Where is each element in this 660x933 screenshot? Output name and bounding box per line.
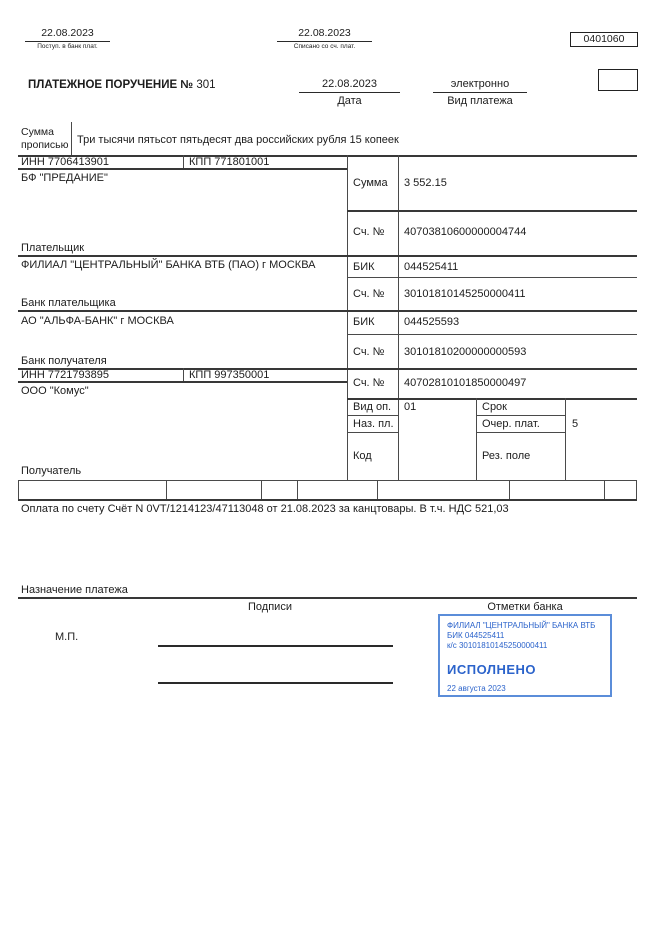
table-line: [18, 381, 347, 383]
payer-bank-account: 30101810145250000411: [404, 288, 526, 300]
table-line: [18, 155, 637, 157]
doc-date-label: Дата: [337, 95, 362, 107]
purpose-code-label: Наз. пл.: [353, 418, 394, 430]
doc-title-row: [28, 79, 216, 91]
payer-inn: ИНН 7706413901: [21, 156, 110, 168]
payee-label: Получатель: [21, 465, 82, 477]
date-received-block: [25, 27, 110, 50]
table-line: [476, 432, 565, 433]
table-line: [18, 597, 637, 599]
table-line: [18, 480, 19, 499]
payee-name: ООО "Комус": [21, 385, 89, 397]
date-debited-label: Списано со сч. плат.: [293, 43, 356, 50]
table-line: [347, 398, 637, 400]
table-line: [347, 415, 399, 416]
amount-words-value: Три тысячи пятьсот пятьдесят два российских рубля 15 копеек: [77, 134, 399, 146]
payer-kpp: КПП 771801001: [189, 156, 270, 168]
op-type-label: Вид оп.: [353, 401, 392, 413]
table-line: [18, 168, 347, 170]
date-received: 22.08.2023: [25, 27, 110, 42]
stamp-bank-name: ФИЛИАЛ "ЦЕНТРАЛЬНЫЙ" БАНКА ВТБ: [447, 621, 596, 630]
payee-bank-label: Банк получателя: [21, 355, 107, 367]
priority-label: Очер. плат.: [482, 418, 540, 430]
priority-value: 5: [572, 418, 579, 430]
purpose-label: Назначение платежа: [21, 584, 128, 596]
form-code: 0401060: [583, 33, 625, 45]
stamp-date: 22 августа 2023: [447, 684, 506, 693]
payer-bank-name: ФИЛИАЛ "ЦЕНТРАЛЬНЫЙ" БАНКА ВТБ (ПАО) г МОСКВА: [21, 259, 316, 271]
amount-value: 3 552.15: [404, 177, 447, 189]
status-code-box: [598, 69, 638, 91]
payee-bank-account-label: Сч. №: [353, 346, 385, 358]
payee-bank-account: 30101810200000000593: [404, 346, 527, 358]
purpose-text: Оплата по счету Счёт N 0VT/1214123/47113048 от 21.08.2023 за канцтовары. В т.ч. НДС 521,03: [21, 503, 509, 515]
payer-bank-bik: 044525411: [404, 261, 459, 273]
signatures-label: Подписи: [248, 601, 292, 613]
payer-bank-bik-label: БИК: [353, 261, 375, 273]
table-line: [183, 155, 184, 168]
table-line: [166, 480, 167, 499]
table-line: [476, 398, 477, 480]
table-line: [565, 398, 566, 480]
doc-date: 22.08.2023: [299, 78, 400, 93]
table-line: [347, 210, 637, 212]
table-line: [261, 480, 262, 499]
payer-name: БФ "ПРЕДАНИЕ": [21, 172, 108, 184]
payee-bank-name: АО "АЛЬФА-БАНК" г МОСКВА: [21, 315, 174, 327]
payment-kind: электронно: [433, 78, 527, 93]
doc-date-block: [299, 78, 400, 107]
payee-account-label: Сч. №: [353, 377, 385, 389]
code-label: Код: [353, 450, 372, 462]
divider: [71, 122, 72, 155]
stamp-corr-account: к/с 30101810145250000411: [447, 641, 548, 650]
doc-title: ПЛАТЕЖНОЕ ПОРУЧЕНИЕ №: [28, 79, 194, 91]
payer-bank-account-label: Сч. №: [353, 288, 385, 300]
table-line: [18, 255, 637, 257]
payment-kind-label: Вид платежа: [447, 95, 513, 107]
table-line: [297, 480, 298, 499]
signature-line: [158, 682, 393, 684]
table-line: [509, 480, 510, 499]
term-label: Срок: [482, 401, 507, 413]
table-line: [476, 415, 565, 416]
payer-bank-label: Банк плательщика: [21, 297, 116, 309]
table-line: [18, 310, 637, 312]
table-line: [183, 368, 184, 381]
date-received-label: Поступ. в банк плат.: [37, 43, 98, 50]
table-line: [636, 480, 637, 499]
table-line: [377, 480, 378, 499]
bank-stamp: [438, 614, 612, 697]
doc-number: 301: [196, 79, 216, 91]
reserve-label: Рез. поле: [482, 450, 531, 462]
signature-line: [158, 645, 393, 647]
stamp-bik: БИК 044525411: [447, 631, 505, 640]
payer-account: 40703810600000004744: [404, 226, 527, 238]
mp-label: М.П.: [55, 631, 79, 643]
payee-inn: ИНН 7721793895: [21, 369, 110, 381]
payee-bank-bik-label: БИК: [353, 316, 375, 328]
table-line: [18, 368, 637, 370]
payee-bank-bik: 044525593: [404, 316, 460, 328]
bank-marks-label: Отметки банка: [487, 601, 563, 613]
payer-label: Плательщик: [21, 242, 85, 254]
op-type-value: 01: [404, 401, 417, 413]
table-line: [604, 480, 605, 499]
table-line: [347, 432, 399, 433]
amount-words-label: Сумма прописью: [21, 126, 69, 151]
date-debited: 22.08.2023: [277, 27, 372, 42]
payer-account-label: Сч. №: [353, 226, 385, 238]
table-line: [347, 277, 637, 278]
payee-kpp: КПП 997350001: [189, 369, 270, 381]
date-debited-block: [277, 27, 372, 50]
table-line: [18, 480, 637, 481]
stamp-status: ИСПОЛНЕНО: [447, 662, 537, 677]
table-line: [18, 499, 637, 501]
table-line: [347, 334, 637, 335]
form-code-box: [570, 32, 638, 47]
payee-account: 40702810101850000497: [404, 377, 527, 389]
amount-label: Сумма: [353, 177, 388, 189]
payment-kind-block: [433, 78, 527, 107]
